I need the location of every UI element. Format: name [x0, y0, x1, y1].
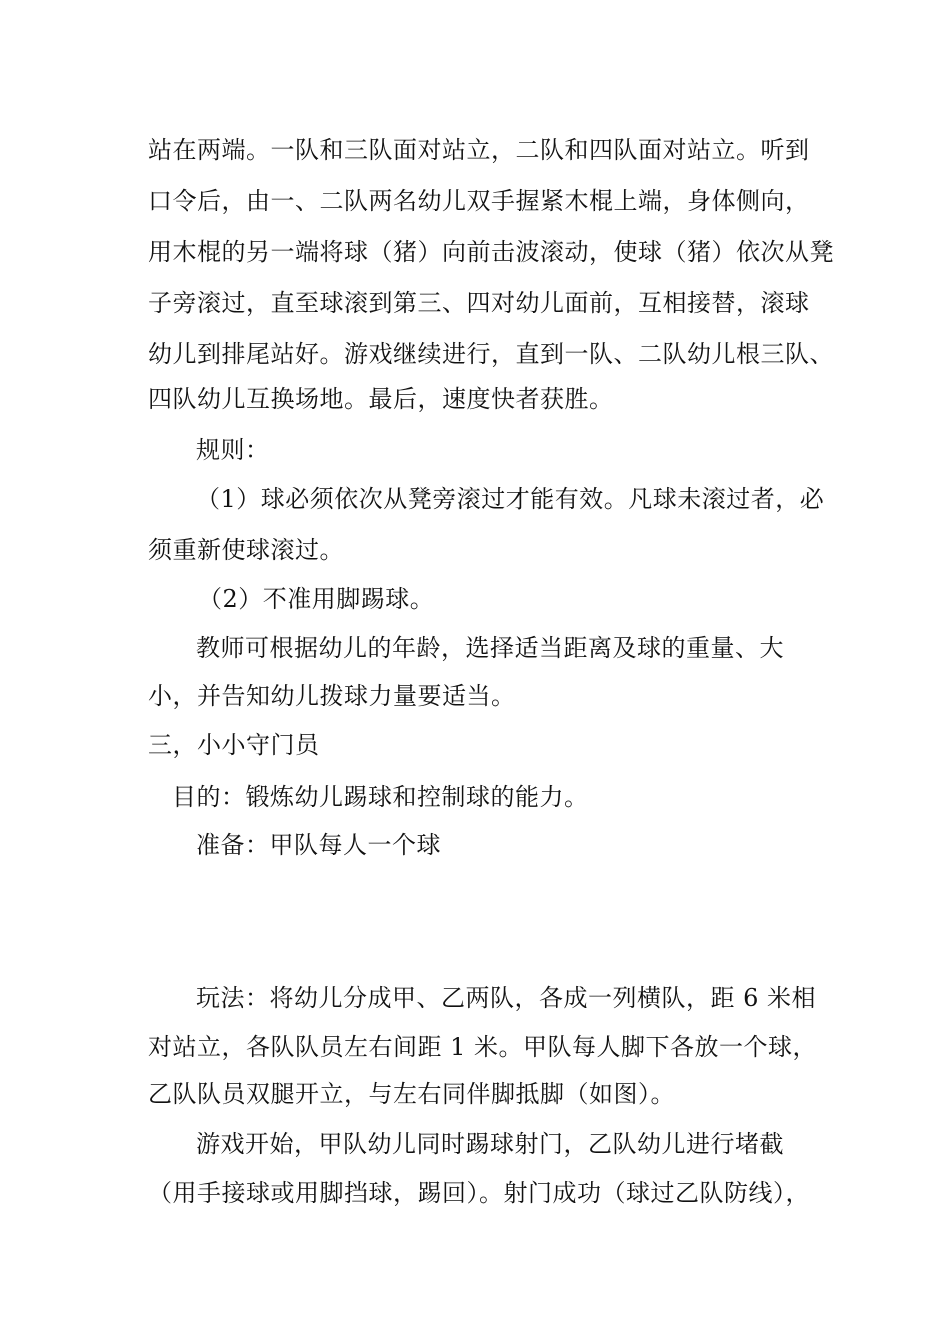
paragraph-line: 教师可根据幼儿的年龄，选择适当距离及球的重量、大 — [196, 634, 784, 662]
preparation-line: 准备：甲队每人一个球 — [196, 831, 441, 859]
paragraph-line: 须重新使球滚过。 — [148, 536, 344, 564]
paragraph-line: 子旁滚过，直至球滚到第三、四对幼儿面前，互相接替，滚球 — [148, 289, 810, 317]
rules-heading: 规则： — [196, 436, 270, 464]
paragraph-line: 四队幼儿互换场地。最后，速度快者获胜。 — [148, 385, 614, 413]
paragraph-line: 站在两端。一队和三队面对站立，二队和四队面对站立。听到 — [148, 136, 810, 164]
purpose-line: 目的：锻炼幼儿踢球和控制球的能力。 — [172, 783, 589, 811]
paragraph-line: 玩法：将幼儿分成甲、乙两队，各成一列横队，距 6 米相 — [196, 984, 817, 1012]
paragraph-line: 用木棍的另一端将球（猪）向前击波滚动，使球（猪）依次从凳 — [148, 238, 834, 266]
paragraph-line: 乙队队员双腿开立，与左右同伴脚抵脚（如图）。 — [148, 1080, 675, 1108]
paragraph-line: 游戏开始，甲队幼儿同时踢球射门，乙队幼儿进行堵截 — [196, 1130, 784, 1158]
paragraph-line: 对站立，各队队员左右间距 1 米。甲队每人脚下各放一个球， — [148, 1033, 818, 1061]
paragraph-line: （用手接球或用脚挡球，踢回）。射门成功（球过乙队防线）， — [148, 1179, 810, 1207]
section-title: 三，小小守门员 — [148, 731, 320, 759]
rule-item-2: （2）不准用脚踢球。 — [198, 585, 435, 613]
rule-item-1: （1）球必须依次从凳旁滚过才能有效。凡球未滚过者，必 — [196, 485, 825, 513]
paragraph-line: 小，并告知幼儿拨球力量要适当。 — [148, 682, 516, 710]
paragraph-line: 口令后，由一、二队两名幼儿双手握紧木棍上端，身体侧向， — [148, 187, 810, 215]
paragraph-line: 幼儿到排尾站好。游戏继续进行，直到一队、二队幼儿根三队、 — [148, 340, 834, 368]
